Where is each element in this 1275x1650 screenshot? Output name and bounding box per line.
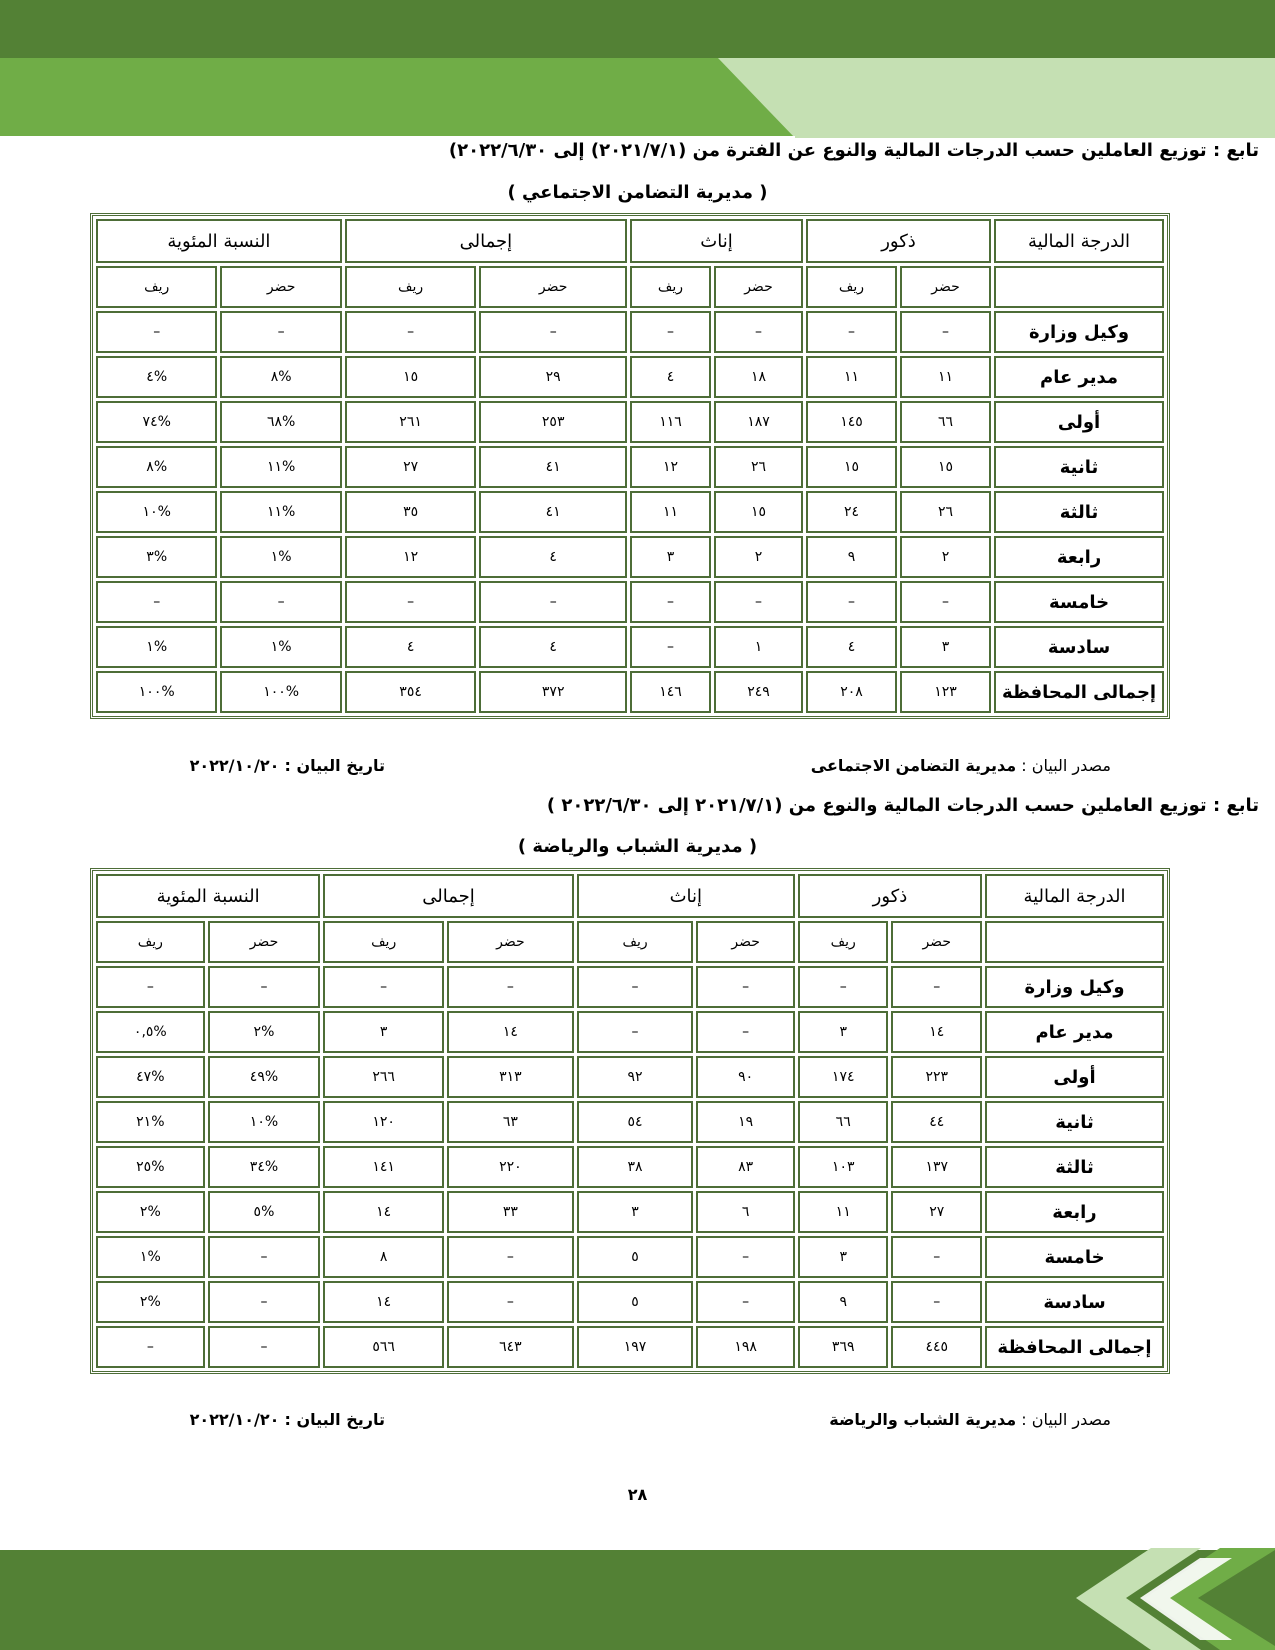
header-percent: النسبة المئوية: [96, 874, 320, 918]
subheader-urban: حضر: [208, 921, 321, 963]
table-cell: ١: [714, 626, 803, 668]
table-cell: –: [220, 581, 341, 623]
date-label: تاريخ البيان :: [284, 1410, 385, 1429]
table-cell: –: [696, 1281, 795, 1323]
table-cell: ١٤٦: [630, 671, 711, 713]
table-cell: –: [345, 311, 477, 353]
table-cell: %٣٤: [208, 1146, 321, 1188]
subheader-rural: ريف: [630, 266, 711, 308]
table-row: [96, 671, 1164, 713]
header-male: ذكور: [798, 874, 982, 918]
table-cell: ٩٢: [577, 1056, 694, 1098]
table-cell: ٦: [696, 1191, 795, 1233]
table-cell: –: [798, 966, 889, 1008]
table-row: [96, 446, 1164, 488]
header-percent: النسبة المئوية: [96, 219, 342, 263]
table2-date: [190, 1410, 385, 1429]
table-row: [96, 1236, 1164, 1278]
table-cell: ٣: [630, 536, 711, 578]
table-cell: %٢: [96, 1281, 205, 1323]
table-cell: ١٤٥: [806, 401, 897, 443]
table-cell: %١١: [220, 491, 341, 533]
table-cell: –: [208, 1281, 321, 1323]
table1-subtitle: ( مديرية التضامن الاجتماعي ): [507, 182, 768, 203]
subheader-rural: ريف: [798, 921, 889, 963]
table-cell: %٥: [208, 1191, 321, 1233]
table-cell: ٣٦٩: [798, 1326, 889, 1368]
table-cell: ٢٦٦: [323, 1056, 444, 1098]
subheader-rural: ريف: [96, 266, 217, 308]
table2-body: [96, 966, 1164, 1368]
table-cell: ١٣٧: [891, 1146, 982, 1188]
header-grade: الدرجة المالية: [994, 219, 1164, 263]
table-cell: –: [208, 1326, 321, 1368]
table-row: [96, 401, 1164, 443]
table-cell: ٤٤: [891, 1101, 982, 1143]
subheader-blank: [994, 266, 1164, 308]
table-cell: –: [96, 1326, 205, 1368]
table-cell: ٤: [479, 626, 627, 668]
subheader-rural: ريف: [345, 266, 477, 308]
row-label: مدير عام: [985, 1011, 1164, 1053]
table-cell: –: [345, 581, 477, 623]
header-female: إناث: [577, 874, 795, 918]
header-total: إجمالى: [345, 219, 627, 263]
table-cell: ١٢: [345, 536, 477, 578]
table-cell: ٤١: [479, 491, 627, 533]
row-label: ثالثة: [985, 1146, 1164, 1188]
table-cell: ٣٨: [577, 1146, 694, 1188]
table-cell: –: [900, 311, 991, 353]
table-cell: ١٥: [806, 446, 897, 488]
table-cell: ٤٤٥: [891, 1326, 982, 1368]
row-label: ثانية: [994, 446, 1164, 488]
table-cell: ١٠٣: [798, 1146, 889, 1188]
header-male: ذكور: [806, 219, 991, 263]
table-row: [96, 626, 1164, 668]
table-cell: –: [630, 581, 711, 623]
row-label: أولى: [985, 1056, 1164, 1098]
table-cell: %٨: [220, 356, 341, 398]
header-female: إناث: [630, 219, 803, 263]
table-cell: ٢٢٠: [447, 1146, 574, 1188]
table-cell: ٤: [479, 536, 627, 578]
table-row: [96, 1146, 1164, 1188]
table-cell: –: [96, 311, 217, 353]
table2: [90, 868, 1170, 1374]
header-total: إجمالى: [323, 874, 573, 918]
row-label: ثالثة: [994, 491, 1164, 533]
table-cell: ٤: [806, 626, 897, 668]
table-cell: ٢٤٩: [714, 671, 803, 713]
table-cell: ٦٣: [447, 1101, 574, 1143]
table-cell: ١٤١: [323, 1146, 444, 1188]
table-cell: %٣: [96, 536, 217, 578]
row-label: ثانية: [985, 1101, 1164, 1143]
table-cell: %٢٥: [96, 1146, 205, 1188]
table-row: [96, 356, 1164, 398]
table-cell: ٢٠٨: [806, 671, 897, 713]
subheader-rural: ريف: [323, 921, 444, 963]
table-cell: –: [714, 311, 803, 353]
row-label: وكيل وزارة: [994, 311, 1164, 353]
table-cell: %١: [96, 1236, 205, 1278]
table-cell: ١٤: [447, 1011, 574, 1053]
subheader-urban: حضر: [891, 921, 982, 963]
table-cell: ٣٥٤: [345, 671, 477, 713]
table-cell: %٤: [96, 356, 217, 398]
table-row: [96, 536, 1164, 578]
table-cell: ٣: [900, 626, 991, 668]
table-cell: –: [891, 1236, 982, 1278]
table-cell: ٢٦: [900, 491, 991, 533]
table1-date: [190, 756, 385, 775]
table-cell: ١٤: [891, 1011, 982, 1053]
table-cell: ١٩: [696, 1101, 795, 1143]
source-label: مصدر البيان :: [1021, 756, 1111, 775]
table-cell: ٢٥٣: [479, 401, 627, 443]
table-cell: ١٤: [323, 1191, 444, 1233]
table-cell: ٢٩: [479, 356, 627, 398]
table-cell: ١٨: [714, 356, 803, 398]
table-cell: ١٢٠: [323, 1101, 444, 1143]
table-cell: –: [447, 1236, 574, 1278]
table1: [90, 213, 1170, 719]
table-cell: %١: [220, 536, 341, 578]
table-cell: –: [630, 626, 711, 668]
table-row: [96, 1326, 1164, 1368]
table-cell: –: [696, 1236, 795, 1278]
table-cell: –: [900, 581, 991, 623]
table-cell: ٦٤٣: [447, 1326, 574, 1368]
table-cell: ٢٧: [345, 446, 477, 488]
row-label: خامسة: [985, 1236, 1164, 1278]
table-cell: ٦٦: [900, 401, 991, 443]
date-value: ٢٠٢٢/١٠/٢٠: [189, 1410, 280, 1429]
table-row: [96, 581, 1164, 623]
table-cell: ١٢: [630, 446, 711, 488]
table-cell: %٤٧: [96, 1056, 205, 1098]
table-cell: –: [479, 311, 627, 353]
table-cell: ٩: [798, 1281, 889, 1323]
table-cell: %١: [220, 626, 341, 668]
table-cell: ٩: [806, 536, 897, 578]
row-label: إجمالى المحافظة: [994, 671, 1164, 713]
table-row: [96, 966, 1164, 1008]
table-cell: –: [714, 581, 803, 623]
table-cell: %١: [96, 626, 217, 668]
table-cell: ٢٤: [806, 491, 897, 533]
table-cell: –: [479, 581, 627, 623]
table-cell: ١١: [900, 356, 991, 398]
table-cell: ١٧٤: [798, 1056, 889, 1098]
table-cell: ٣: [798, 1236, 889, 1278]
table-cell: ٤١: [479, 446, 627, 488]
table-cell: ٣: [577, 1191, 694, 1233]
row-label: خامسة: [994, 581, 1164, 623]
page-number: ٢٨: [627, 1485, 648, 1504]
table-cell: ٢٦١: [345, 401, 477, 443]
table-cell: ١٤: [323, 1281, 444, 1323]
date-value: ٢٠٢٢/١٠/٢٠: [189, 756, 280, 775]
table-cell: –: [96, 966, 205, 1008]
table-cell: ٥٦٦: [323, 1326, 444, 1368]
subheader-rural: ريف: [577, 921, 694, 963]
source-label: مصدر البيان :: [1021, 1410, 1111, 1429]
table-cell: ٢: [714, 536, 803, 578]
table-cell: ٢٢٣: [891, 1056, 982, 1098]
date-label: تاريخ البيان :: [284, 756, 385, 775]
row-label: رابعة: [994, 536, 1164, 578]
header-banner: [0, 0, 1275, 140]
subheader-urban: حضر: [714, 266, 803, 308]
table-cell: –: [696, 966, 795, 1008]
source-value: مديرية التضامن الاجتماعى: [810, 756, 1017, 775]
table-cell: ٣٥: [345, 491, 477, 533]
table-cell: ٢٧: [891, 1191, 982, 1233]
table-cell: ٥: [577, 1236, 694, 1278]
source-value: مديرية الشباب والرياضة: [829, 1410, 1017, 1429]
table-cell: ٩٠: [696, 1056, 795, 1098]
table-cell: ٣١٣: [447, 1056, 574, 1098]
table-cell: %٢١: [96, 1101, 205, 1143]
table-cell: ١١٦: [630, 401, 711, 443]
table-cell: –: [447, 1281, 574, 1323]
table-cell: %١١: [220, 446, 341, 488]
table-cell: –: [96, 581, 217, 623]
table2-subtitle: ( مديرية الشباب والرياضة ): [517, 836, 758, 857]
table-cell: –: [630, 311, 711, 353]
table-cell: ٣٣: [447, 1191, 574, 1233]
table-cell: ١٩٨: [696, 1326, 795, 1368]
row-label: إجمالى المحافظة: [985, 1326, 1164, 1368]
subheader-urban: حضر: [447, 921, 574, 963]
row-label: سادسة: [994, 626, 1164, 668]
header-grade: الدرجة المالية: [985, 874, 1164, 918]
table-cell: ٣٧٢: [479, 671, 627, 713]
table-cell: –: [208, 1236, 321, 1278]
table-cell: ٨٣: [696, 1146, 795, 1188]
table1-body: [96, 311, 1164, 713]
row-label: سادسة: [985, 1281, 1164, 1323]
table2-title: تابع : توزيع العاملين حسب الدرجات المالية والنوع من (٢٠٢١/٧/١ إلى ٢٠٢٢/٦/٣٠ ): [546, 795, 1259, 816]
table-cell: –: [891, 1281, 982, 1323]
table-cell: %١٠: [208, 1101, 321, 1143]
table-cell: –: [447, 966, 574, 1008]
table-cell: ٨: [323, 1236, 444, 1278]
table-cell: ٣: [798, 1011, 889, 1053]
subheader-blank: [985, 921, 1164, 963]
subheader-rural: ريف: [96, 921, 205, 963]
row-label: وكيل وزارة: [985, 966, 1164, 1008]
table-row: [96, 1056, 1164, 1098]
table-cell: %٧٤: [96, 401, 217, 443]
subheader-urban: حضر: [479, 266, 627, 308]
subheader-rural: ريف: [806, 266, 897, 308]
subheader-urban: حضر: [696, 921, 795, 963]
table-row: [96, 1281, 1164, 1323]
subheader-urban: حضر: [220, 266, 341, 308]
table-cell: –: [806, 311, 897, 353]
subheader-urban: حضر: [900, 266, 991, 308]
table-cell: ٣: [323, 1011, 444, 1053]
table-cell: ١٩٧: [577, 1326, 694, 1368]
table1-source: [811, 756, 1111, 775]
table-cell: ١١: [630, 491, 711, 533]
table-cell: –: [806, 581, 897, 623]
table1-title: تابع : توزيع العاملين حسب الدرجات المالية والنوع عن الفترة من (٢٠٢١/٧/١) إلى ٢٠٢٢/٦/٣٠): [448, 140, 1259, 161]
table-cell: –: [323, 966, 444, 1008]
table-cell: %١٠: [96, 491, 217, 533]
table-cell: %١٠٠: [220, 671, 341, 713]
row-label: مدير عام: [994, 356, 1164, 398]
table-cell: ١٥: [345, 356, 477, 398]
table2-source: [829, 1410, 1111, 1429]
table-cell: %٢: [208, 1011, 321, 1053]
table-cell: ١١: [806, 356, 897, 398]
table-row: [96, 1191, 1164, 1233]
table-cell: –: [577, 1011, 694, 1053]
table-row: [96, 491, 1164, 533]
table-cell: –: [891, 966, 982, 1008]
table-cell: %٦٨: [220, 401, 341, 443]
table-cell: ١١: [798, 1191, 889, 1233]
table-cell: ٢: [900, 536, 991, 578]
table-cell: %١٠٠: [96, 671, 217, 713]
table-cell: ٥٤: [577, 1101, 694, 1143]
table-cell: ٢٦: [714, 446, 803, 488]
table-cell: –: [220, 311, 341, 353]
table-cell: %٢: [96, 1191, 205, 1233]
row-label: رابعة: [985, 1191, 1164, 1233]
table-cell: ١٥: [714, 491, 803, 533]
footer-banner: [0, 1548, 1275, 1650]
row-label: أولى: [994, 401, 1164, 443]
table-cell: –: [208, 966, 321, 1008]
table-cell: ٤: [345, 626, 477, 668]
table-row: [96, 1101, 1164, 1143]
table-cell: ١٨٧: [714, 401, 803, 443]
table-cell: %٨: [96, 446, 217, 488]
table-row: [96, 1011, 1164, 1053]
table-cell: ٤: [630, 356, 711, 398]
table-cell: –: [696, 1011, 795, 1053]
table-cell: ١٢٣: [900, 671, 991, 713]
table-cell: ١٥: [900, 446, 991, 488]
table-row: [96, 311, 1164, 353]
table-cell: –: [577, 966, 694, 1008]
table-cell: ٥: [577, 1281, 694, 1323]
table-cell: %٠,٥: [96, 1011, 205, 1053]
table-cell: ٦٦: [798, 1101, 889, 1143]
table-cell: %٤٩: [208, 1056, 321, 1098]
